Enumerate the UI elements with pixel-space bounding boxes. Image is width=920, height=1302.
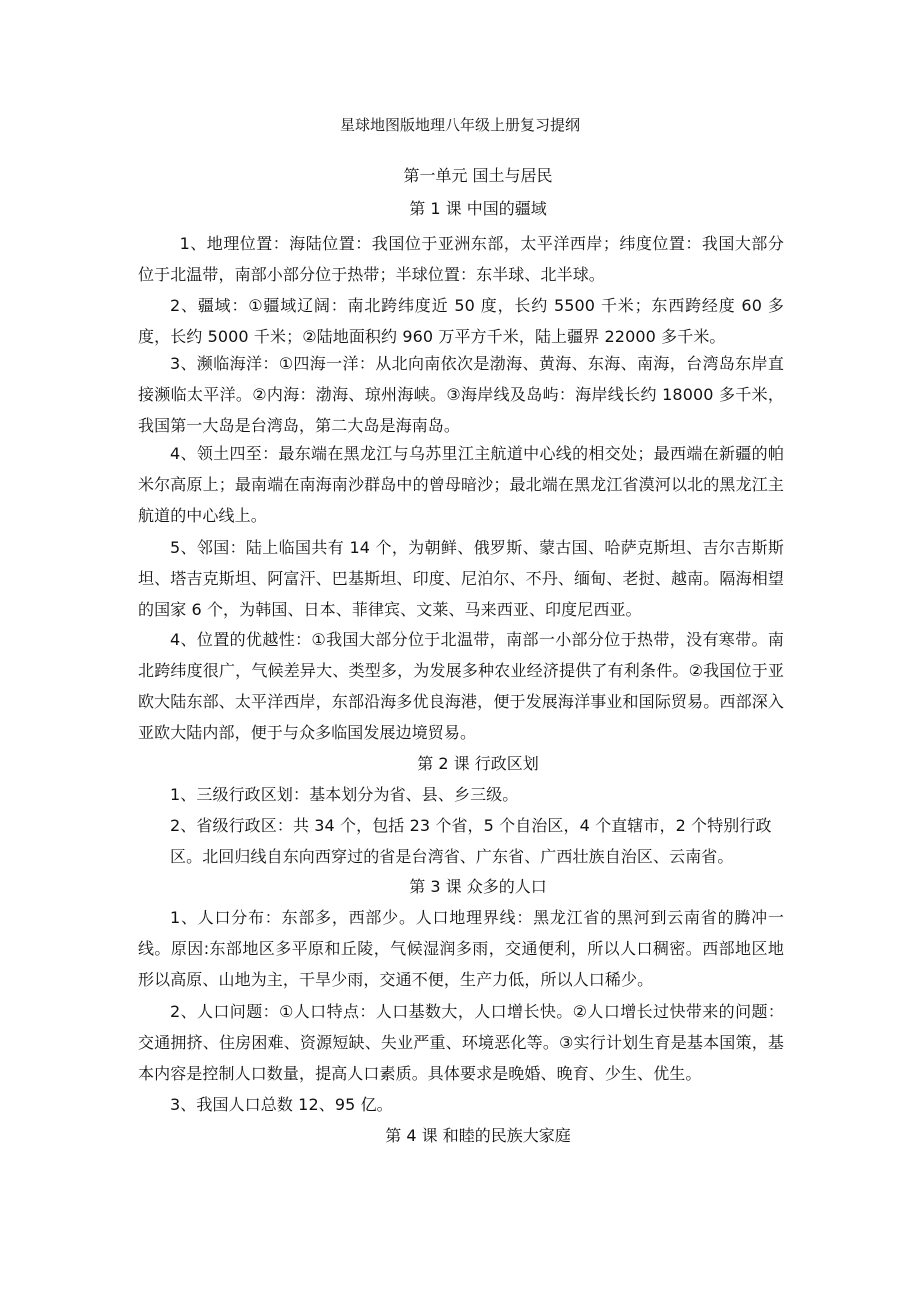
lesson-title-1: 第 1 课 中国的疆域 (409, 199, 547, 218)
paragraph-population-problems: 2、人口问题：①人口特点：人口基数大，人口增长快。②人口增长过快带来的问题：交通拥挤、住房困难、资源短缺、失业严重、环境恶化等。③实行计划生育是基本国策，基本内容是控制人口数量，提高人口素质。具体要求是晚婚、晚育、少生、优生。 (138, 1002, 784, 1083)
lesson-title-3: 第 3 课 众多的人口 (409, 877, 547, 896)
lesson-title-2: 第 2 课 行政区划 (417, 754, 539, 773)
paragraph-extremes: 4、领土四至：最东端在黑龙江与乌苏里江主航道中心线的相交处；最西端在新疆的帕米尔高原上；最南端在南海南沙群岛中的曾母暗沙；最北端在黑龙江省漠河以北的黑龙江主航道的中心线上。 (138, 444, 784, 525)
unit-title: 第一单元 国土与居民 (403, 166, 553, 185)
paragraph-admin-levels: 1、三级行政区划：基本划分为省、县、乡三级。 (170, 785, 519, 804)
paragraph-population-total: 3、我国人口总数 12、95 亿。 (170, 1095, 393, 1114)
paragraph-provinces-cont: 区。北回归线自东向西穿过的省是台湾省、广东省、广西壮族自治区、云南省。 (170, 847, 734, 866)
lesson-title-4: 第 4 课 和睦的民族大家庭 (385, 1126, 571, 1145)
document-title: 星球地图版地理八年级上册复习提纲 (339, 116, 580, 134)
paragraph-advantages: 4、位置的优越性：①我国大部分位于北温带，南部一小部分位于热带，没有寒带。南北跨纬度很广，气候差异大、类型多，为发展多种农业经济提供了有利条件。②我国位于亚欧大陆东部、太平洋西岸，东部沿海多优良海港，便于发展海洋事业和国际贸易。西部深入亚欧大陆内部，便于与众多临国发展边境贸易。 (138, 630, 784, 742)
paragraph-territory: 2、疆域：①疆域辽阔：南北跨纬度近 50 度，长约 5500 千米；东西跨经度 60 多度，长约 5000 千米；②陆地面积约 960 万平方千米，陆上疆界 22000 多千米。 (138, 296, 784, 346)
paragraph-provinces: 2、省级行政区：共 34 个，包括 23 个省，5 个自治区，4 个直辖市，2 个特别行政 (170, 816, 772, 835)
paragraph-geographic-position: 1、地理位置：海陆位置：我国位于亚洲东部，太平洋西岸；纬度位置：我国大部分位于北温带，南部小部分位于热带；半球位置：东半球、北半球。 (138, 234, 784, 284)
paragraph-population-distribution: 1、人口分布：东部多，西部少。人口地理界线：黑龙江省的黑河到云南省的腾冲一线。原因:东部地区多平原和丘陵，气候湿润多雨，交通便利，所以人口稠密。西部地区地形以高原、山地为主，干旱少雨，交通不便，生产力低，所以人口稀少。 (138, 908, 784, 989)
paragraph-seas: 3、濒临海洋：①四海一洋：从北向南依次是渤海、黄海、东海、南海，台湾岛东岸直接濒临太平洋。②内海：渤海、琼州海峡。③海岸线及岛屿：海岸线长约 18000 多千米，我国第一大岛是台湾岛，第二大岛是海南岛。 (138, 354, 784, 435)
paragraph-neighbors: 5、邻国：陆上临国共有 14 个，为朝鲜、俄罗斯、蒙古国、哈萨克斯坦、吉尔吉斯斯坦、塔吉克斯坦、阿富汗、巴基斯坦、印度、尼泊尔、不丹、缅甸、老挝、越南。隔海相望的国家 6 个，为韩国、日本、菲律宾、文莱、马来西亚、印度尼西亚。 (138, 538, 784, 619)
